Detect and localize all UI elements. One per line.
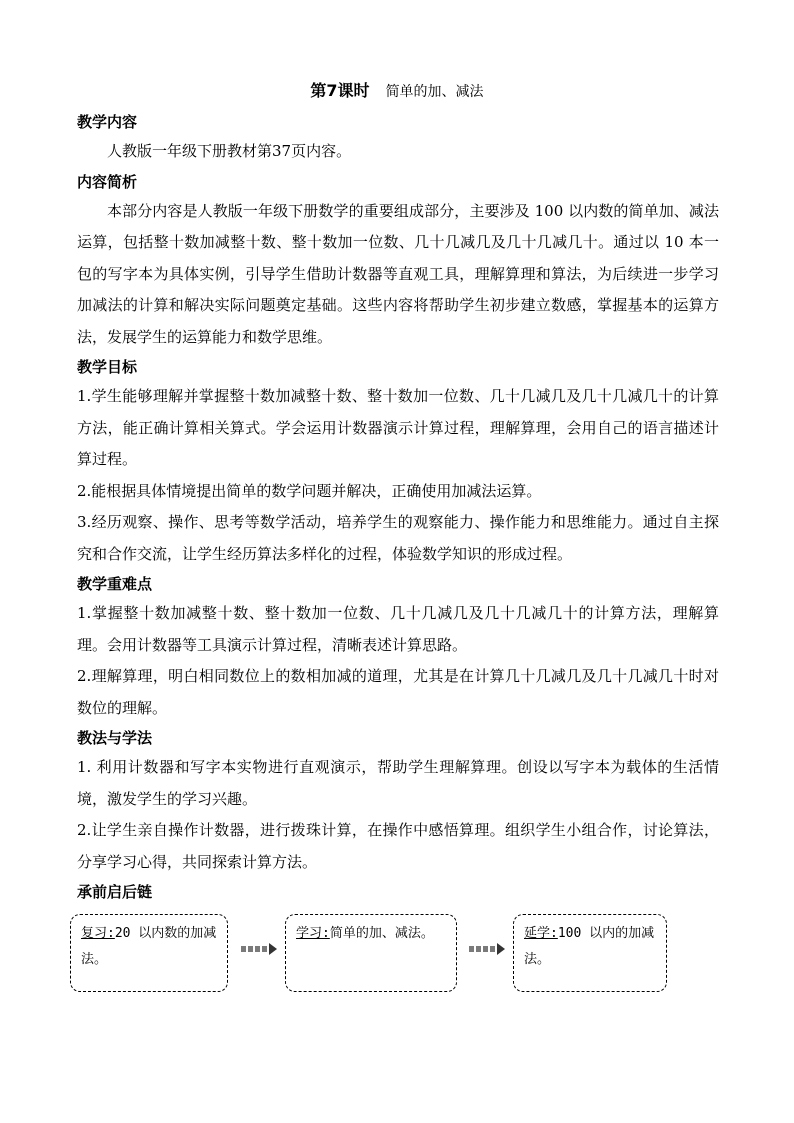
learn-label: 学习: xyxy=(296,926,330,941)
arrow-icon xyxy=(469,943,505,955)
goal-item: 3.经历观察、操作、思考等数学活动，培养学生的观察能力、操作能力和思维能力。通过自主探究和合作交流，让学生经历算法多样化的过程，体验数学知识的形成过程。 xyxy=(77,513,719,563)
keypoint-item: 2.理解算理，明白相同数位上的数相加减的道理，尤其是在计算几十几减几及几十几减几十时对数位的理解。 xyxy=(77,667,719,717)
method-item: 1. 利用计数器和写字本实物进行直观演示，帮助学生理解算理。创设以写字本为载体的生活情境，激发学生的学习兴趣。 xyxy=(77,758,719,808)
lesson-number: 第7课时 xyxy=(310,81,370,100)
keypoint-item: 1.掌握整十数加减整十数、整十数加一位数、几十几减几及几十几减几十的计算方法，理解算理。会用计数器等工具演示计算过程，清晰表述计算思路。 xyxy=(77,604,719,654)
goal-item: 1.学生能够理解并掌握整十数加减整十数、整十数加一位数、几十几减几及几十几减几十的计算方法，能正确计算相关算式。学会运用计数器演示计算过程，理解算理，会用自己的语言描述计算过程。 xyxy=(77,387,719,468)
extend-text: 100 以内的加减法。 xyxy=(524,926,655,967)
section-heading-methods: 教法与学法 xyxy=(77,729,153,747)
review-label: 复习: xyxy=(81,926,115,941)
section-heading-keypoints: 教学重难点 xyxy=(77,575,153,593)
section-heading-content: 教学内容 xyxy=(77,113,138,131)
section-heading-chain: 承前启后链 xyxy=(77,883,153,901)
extend-box xyxy=(513,914,667,992)
review-box xyxy=(70,914,228,992)
method-item: 2.让学生亲自操作计数器，进行拨珠计算，在操作中感悟算理。组织学生小组合作，讨论算法，分享学习心得，共同探索计算方法。 xyxy=(77,821,719,871)
goal-item: 2.能根据具体情境提出简单的数学问题并解决，正确使用加减法运算。 xyxy=(77,481,542,500)
review-text: 20 以内数的加减法。 xyxy=(81,926,217,967)
lesson-title xyxy=(0,78,794,101)
learning-chain xyxy=(77,910,719,1000)
extend-label: 延学: xyxy=(524,926,558,941)
learn-text: 简单的加、减法。 xyxy=(329,926,434,941)
arrow-icon xyxy=(241,943,277,955)
section-heading-analysis: 内容简析 xyxy=(77,172,138,191)
learn-box xyxy=(285,914,457,992)
section-heading-goals: 教学目标 xyxy=(77,358,138,376)
analysis-text: 本部分内容是人教版一年级下册数学的重要组成部分，主要涉及 100 以内数的简单加、减法运算，包括整十数加减整十数、整十数加一位数、几十几减几及几十几减几十。通过以 10 本一包的写字本为具体实例，引导学生借助计数器等直观工具，理解算理和算法，为后续进一步学习加减法的计算和解决实际问题奠定基础。这些内容将帮助学生初步建立数感，掌握基本的运算方法，发展学生的运算能力和数学思维。 xyxy=(77,201,719,346)
document-body xyxy=(77,108,719,1000)
content-text: 人教版一年级下册教材第37页内容。 xyxy=(107,142,352,160)
lesson-topic: 简单的加、减法 xyxy=(385,84,484,100)
